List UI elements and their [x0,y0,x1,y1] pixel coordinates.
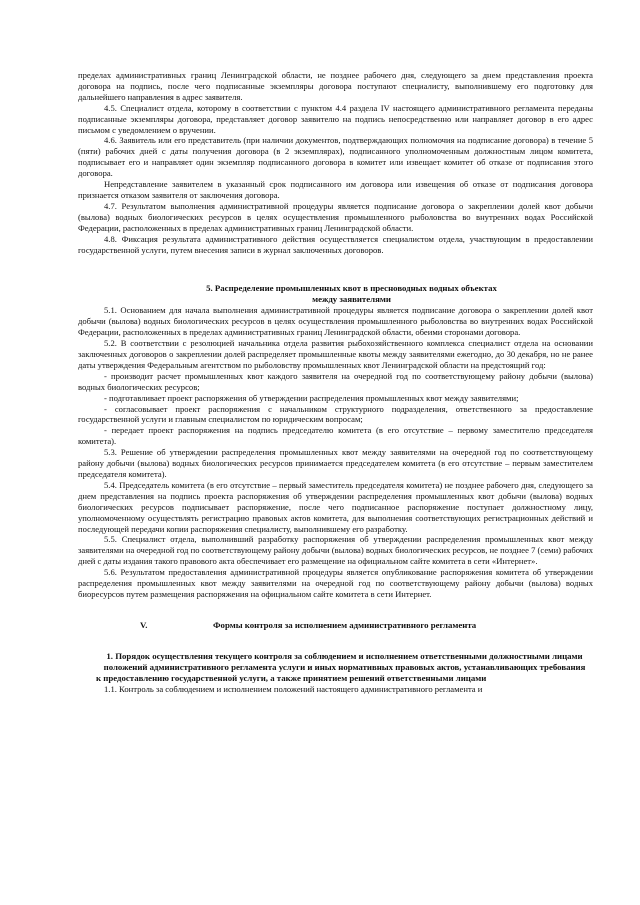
paragraph-4-6: 4.6. Заявитель или его представитель (при наличии документов, подтверждающих полномочия на подписание договора) в течение 5 (пяти) рабочих дней с даты получения договора (в 2 экземплярах), подписанного уполномоченным должностным лицом комитета, подписывает его и направляет один экземпляр подписанного договора в комитет или извещает комитет об отказе от подписания этого договора. [78,135,593,179]
document-page [78,70,593,695]
paragraph-5-4: 5.4. Председатель комитета (в его отсутствие – первый заместитель председателя комитета) не позднее рабочего дня, следующего за днем представления на подпись проекта распоряжения об утверждении распределения промышленных квот добычи (вылова) водных биологических ресурсов подписывает распоряжение, после чего подписанное распоряжение поступает должностному лицу, уполномоченному осуществлять регистрацию правовых актов комитета, для выполнения соответствующих регистрационных действий и последующей передачи копии распоряжения специалисту, выполнившему его разработку. [78,479,593,534]
paragraph-5-3: 5.3. Решение об утверждении распределения промышленных квот между заявителями на очередной год по соответствующему району добычи (вылова) водных биологических ресурсов принимается председателем комитета (в его отсутствие – первым заместителем председателя комитета). [78,447,593,479]
section-v-number: V. [140,619,148,630]
subsection-1-heading-tail: к предоставлению государственной услуги, а также принятием решений ответственными лицами [96,672,487,683]
list-item-approve-draft: - согласовывает проект распоряжения с начальником структурного подразделения, ответственного за предоставление государственной услуги и главным специалистом по юридическим вопросам; [78,403,593,425]
paragraph-4-8: 4.8. Фиксация результата административного действия осуществляется специалистом отдела, участвующим в предоставлении государственной услуги, путем внесения записи в журнал заключенных договоров. [78,233,593,255]
list-item-submit-signature: - передает проект распоряжения на подпись председателю комитета (в его отсутствие – первому заместителю председателя комитета). [78,425,593,447]
paragraph-5-2: 5.2. В соответствии с резолюцией начальника отдела развития рыбохозяйственного комплекса специалист отдела на основании заключенных договоров о закреплении долей распределяет промышленные квоты между заявителями ежегодно, до 30 декабря, но не ранее даты утверждения Федеральным агентством по рыболовству промышленных квот Ленинградской области на предстоящий год: [78,338,593,370]
paragraph-non-submission: Непредставление заявителем в указанный срок подписанного им договора или извещения об отказе от подписания договора признается отказом заявителя от заключения договора. [78,179,593,200]
section-v-title: Формы контроля за исполнением административного регламента [213,619,477,630]
paragraph-4-7: 4.7. Результатом выполнения административной процедуры является подписание договора о закреплении долей квот добычи (вылова) водных биологических ресурсов в целях осуществления промышленного рыболовства во внутренних водах Российской Федерации, расположенных в пределах административных границ Ленинградской области. [78,200,593,233]
section-v-heading [78,620,593,631]
paragraph-5-5: 5.5. Специалист отдела, выполнивший разработку распоряжения об утверждении распределения промышленных квот между заявителями на очередной год по соответствующему району добычи (вылова) водных биологических ресурсов, не позднее 7 (семи) рабочих дней с даты издания такого правового акта обеспечивает его размещение на официальном сайте комитета в сети «Интернет». [78,534,593,567]
section-5-heading-line-1: 5. Распределение промышленных квот в пресноводных водных объектах [206,283,497,294]
paragraph-1-1: 1.1. Контроль за соблюдением и исполнением положений настоящего административного регламента и [104,683,483,694]
paragraph-4-5: 4.5. Специалист отдела, которому в соответствии с пунктом 4.4 раздела IV настоящего административного регламента переданы подписанные экземпляры договора, представляет договор заявителю на подпись непосредственно или направляет договор в его адрес письмом с уведомлением о вручении. [78,102,593,135]
list-item-prepare-draft: - подготавливает проект распоряжения об утверждении распределения промышленных квот между заявителями; [104,392,519,403]
paragraph-5-6: 5.6. Результатом предоставления административной процедуры является опубликование распоряжения комитета об утверждении распределения промышленных квот между заявителями на очередной год по соответствующему району добычи (вылова) водных биоресурсов путем размещения распоряжения на официальном сайте комитета в сети Интернет. [78,567,593,599]
paragraph-5-1: 5.1. Основанием для начала выполнения административной процедуры является подписание договора о закреплении долей квот добычи (вылова) водных биологических ресурсов в целях осуществления промышленного рыболовства во внутренних водах Российской Федерации, расположенных в пределах административных границ Ленинградской области, обеими сторонами договора. [78,305,593,338]
section-5-heading-line-2: между заявителями [312,294,391,305]
subsection-1-heading: 1. Порядок осуществления текущего контроля за соблюдением и исполнением ответственными должностными лицами положений административного регламента услуги и иных нормативных правовых актов, устанавливающих требования [103,650,586,672]
list-item-calculation: - производит расчет промышленных квот каждого заявителя на очередной год по соответствующему району добычи (вылова) водных биологических ресурсов; [78,370,593,392]
paragraph-continuation: пределах административных границ Ленинградской области, не позднее рабочего дня, следующего за днем представления проекта договора на подпись, после чего подписанные экземпляры договора поступают специалисту, выполнившему его подготовку для дальнейшего направления в адрес заявителя. [78,70,593,102]
